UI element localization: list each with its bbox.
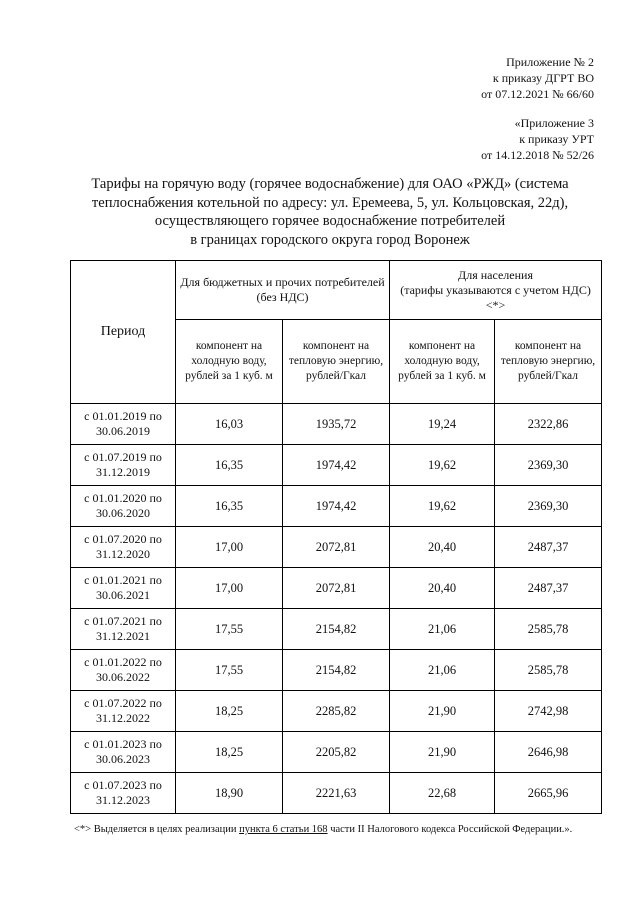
annex-order: к приказу ДГРТ ВО (492, 71, 594, 85)
table-row (71, 609, 602, 650)
budget-cold-cell: 17,00 (176, 527, 283, 568)
period-cell: с 01.07.2023 по 31.12.2023 (71, 773, 176, 814)
population-heat-cell: 2742,98 (495, 691, 602, 732)
budget-heat-cell: 1974,42 (283, 445, 390, 486)
title-line: осуществляющего горячее водоснабжение потребителей (154, 213, 506, 229)
annex-number: Приложение № 2 (506, 55, 594, 69)
population-heat-cell: 2665,96 (495, 773, 602, 814)
prev-annex-number: «Приложение 3 (514, 116, 594, 130)
footnote-prefix: <*> Выделяется в целях реализации (74, 824, 240, 835)
document-title (40, 175, 620, 249)
period-cell: с 01.07.2021 по 31.12.2021 (71, 609, 176, 650)
population-heat-cell: 2646,98 (495, 732, 602, 773)
previous-annex-reference (481, 115, 594, 163)
population-heat-cell: 2487,37 (495, 527, 602, 568)
period-cell: с 01.07.2020 по 31.12.2020 (71, 527, 176, 568)
period-cell: с 01.01.2019 по 30.06.2019 (71, 404, 176, 445)
population-heat-cell: 2585,78 (495, 609, 602, 650)
period-cell: с 01.01.2023 по 30.06.2023 (71, 732, 176, 773)
period-cell: с 01.01.2020 по 30.06.2020 (71, 486, 176, 527)
budget-consumers-header: Для бюджетных и прочих потребителей (без НДС) (176, 261, 390, 320)
population-header-note: (тарифы указываются с учетом НДС) (400, 282, 591, 297)
population-cold-cell: 22,68 (390, 773, 495, 814)
budget-cold-water-header: компонент на холодную воду, рублей за 1 куб. м (176, 320, 283, 404)
title-line: теплоснабжения котельной по адресу: ул. Еремеева, 5, ул. Кольцовская, 22д), (91, 194, 569, 211)
population-cold-cell: 19,62 (390, 445, 495, 486)
annex-reference (481, 54, 594, 102)
budget-cold-cell: 18,90 (176, 773, 283, 814)
population-header (390, 261, 602, 320)
budget-heat-cell: 2154,82 (283, 650, 390, 691)
table-row (71, 691, 602, 732)
period-cell: с 01.07.2022 по 31.12.2022 (71, 691, 176, 732)
population-cold-cell: 21,06 (390, 609, 495, 650)
budget-cold-cell: 16,03 (176, 404, 283, 445)
title-line: в границах городского округа город Воронеж (190, 231, 470, 248)
budget-cold-cell: 17,55 (176, 650, 283, 691)
table-row (71, 486, 602, 527)
table-row (71, 773, 602, 814)
period-cell: с 01.01.2021 по 30.06.2021 (71, 568, 176, 609)
budget-cold-cell: 16,35 (176, 445, 283, 486)
budget-heat-cell: 1974,42 (283, 486, 390, 527)
population-heat-cell: 2322,86 (495, 404, 602, 445)
period-header: Период (71, 261, 176, 404)
budget-heat-cell: 2205,82 (283, 732, 390, 773)
budget-heat-cell: 2072,81 (283, 568, 390, 609)
period-cell: с 01.07.2019 по 31.12.2019 (71, 445, 176, 486)
budget-heat-cell: 2285,82 (283, 691, 390, 732)
budget-heat-cell: 2072,81 (283, 527, 390, 568)
budget-cold-cell: 17,00 (176, 568, 283, 609)
population-cold-cell: 21,06 (390, 650, 495, 691)
footnote (74, 824, 572, 835)
prev-annex-order: к приказу УРТ (519, 132, 594, 146)
population-cold-cell: 20,40 (390, 568, 495, 609)
table-row (71, 568, 602, 609)
population-heat-energy-header: компонент на тепловую энергию, рублей/Гкал (495, 320, 602, 404)
population-cold-cell: 21,90 (390, 691, 495, 732)
table-row (71, 732, 602, 773)
title-line: Тарифы на горячую воду (горячее водоснабжение) для ОАО «РЖД» (система (91, 176, 569, 192)
table-row (71, 650, 602, 691)
table-row (71, 445, 602, 486)
budget-heat-energy-header: компонент на тепловую энергию, рублей/Гкал (283, 320, 390, 404)
budget-cold-cell: 16,35 (176, 486, 283, 527)
population-cold-water-header: компонент на холодную воду, рублей за 1 куб. м (390, 320, 495, 404)
population-header-footnote-mark: <*> (485, 297, 506, 312)
annex-date: от 07.12.2021 № 66/60 (481, 87, 594, 101)
budget-heat-cell: 2154,82 (283, 609, 390, 650)
footnote-suffix: части II Налогового кодекса Российской Федерации.». (327, 824, 573, 835)
population-heat-cell: 2369,30 (495, 445, 602, 486)
population-cold-cell: 19,24 (390, 404, 495, 445)
population-heat-cell: 2369,30 (495, 486, 602, 527)
budget-heat-cell: 2221,63 (283, 773, 390, 814)
population-cold-cell: 21,90 (390, 732, 495, 773)
budget-cold-cell: 17,55 (176, 609, 283, 650)
population-heat-cell: 2585,78 (495, 650, 602, 691)
table-row (71, 404, 602, 445)
prev-annex-date: от 14.12.2018 № 52/26 (481, 148, 594, 162)
population-cold-cell: 20,40 (390, 527, 495, 568)
tax-code-article-link[interactable]: пункта 6 статьи 168 (239, 824, 328, 835)
tariff-table (70, 260, 602, 814)
period-cell: с 01.01.2022 по 30.06.2022 (71, 650, 176, 691)
budget-cold-cell: 18,25 (176, 732, 283, 773)
budget-heat-cell: 1935,72 (283, 404, 390, 445)
table-row (71, 527, 602, 568)
population-header-title: Для населения (458, 267, 533, 282)
population-heat-cell: 2487,37 (495, 568, 602, 609)
budget-cold-cell: 18,25 (176, 691, 283, 732)
population-cold-cell: 19,62 (390, 486, 495, 527)
